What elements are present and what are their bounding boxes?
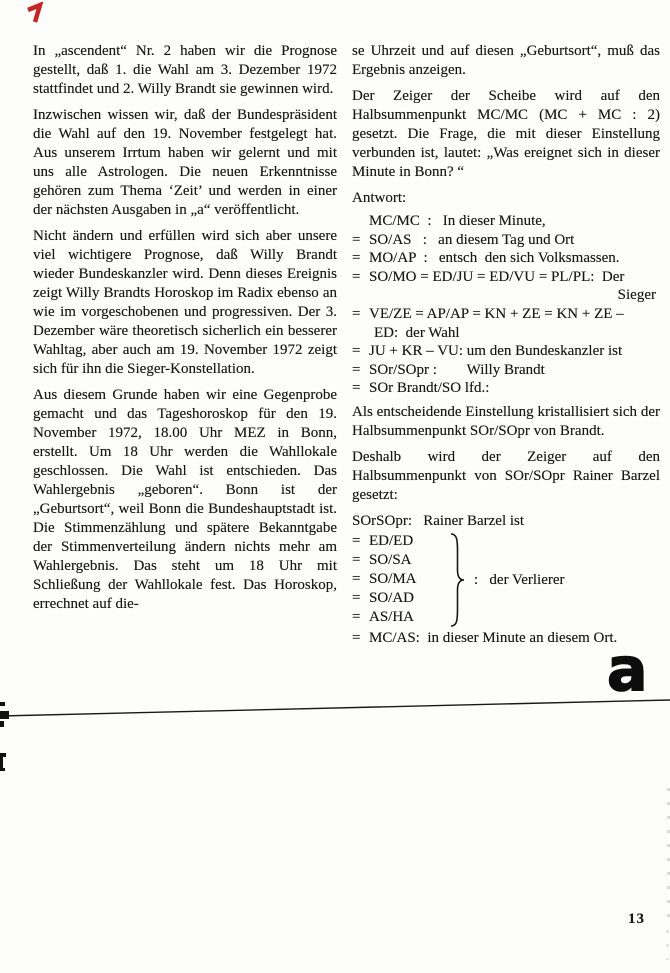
- formula-continuation: ED: der Wahl: [374, 324, 460, 341]
- formula-text: SOr Brandt/SO lfd.:: [369, 380, 490, 397]
- formula-row: [352, 231, 660, 250]
- formula-text: ED/ED: [369, 533, 414, 550]
- formula-text: MC/MC : In dieser Minute,: [369, 213, 546, 229]
- formula-text: SO/SA: [369, 552, 412, 569]
- equals-sign: =: [352, 552, 361, 569]
- edge-mark-icon: [0, 698, 12, 778]
- formula-row: [352, 305, 660, 342]
- formula-row: [352, 589, 448, 608]
- equals-sign: =: [352, 380, 361, 397]
- formula-line: [352, 305, 660, 324]
- formula-row: [352, 532, 448, 551]
- equals-sign: =: [352, 630, 361, 647]
- equals-sign: =: [352, 590, 361, 607]
- equals-sign: [352, 212, 369, 231]
- formula-line: [352, 268, 660, 287]
- formula-text: SO/MA: [369, 571, 417, 588]
- paragraph: Deshalb wird der Zeiger auf den Halbsummenpunkt von SOr/SOpr Rainer Barzel gesetzt:: [352, 448, 660, 503]
- barzel-result: : der Verlierer: [474, 571, 565, 588]
- page-divider-line: [0, 694, 670, 724]
- paragraph: In „ascendent“ Nr. 2 haben wir die Prognose gestellt, daß 1. die Wahl am 3. Dezember 1972 stattfindet und 2. Willy Brandt sie gewinnen wird.: [33, 43, 337, 97]
- page-number: 13: [628, 911, 645, 927]
- equals-sign: =: [352, 305, 361, 322]
- formula-text: MC/AS: in dieser Minute an diesem Ort.: [369, 630, 618, 647]
- red-corner-mark-icon: [26, 2, 46, 24]
- equals-sign: =: [352, 268, 361, 285]
- right-column: [352, 42, 660, 648]
- formula-text: VE/ZE = AP/AP = KN + ZE = KN + ZE –: [369, 305, 624, 322]
- equals-sign: =: [352, 250, 361, 267]
- answer-list: [352, 212, 660, 398]
- paragraph: se Uhrzeit und auf diesen „Geburtsort“, muß das Ergebnis anzeigen.: [352, 43, 660, 78]
- paragraph: Inzwischen wissen wir, daß der Bundespräsident die Wahl auf den 19. November festgelegt hat. Aus unserem Irrtum haben wir gelernt und mit uns alle Astrologen. Die neuen Erkenntnisse gehören zum Thema ‘Zeit’ und werden in einer der nächsten Ausgaben in „a“ veröffentlicht.: [33, 107, 337, 218]
- paragraph: Nicht ändern und erfüllen wird sich aber unsere viel wichtigere Prognose, daß Willy Brandt wieder Bundeskanzler wird. Denn dieses Ereignis zeigt Willy Brandts Horoskop im Radix ebenso an wie im vorgeschobenen und progressiven. Der 3. Dezember wäre theoretisch sicherlich ein besserer Wahltag, aber auch am 19. November 1972 zeigt sich für ihn die Sieger-Konstellation.: [33, 228, 337, 377]
- formula-row: [352, 379, 660, 398]
- formula-text: SO/MO = ED/JU = ED/VU = PL/PL: Der: [369, 268, 625, 285]
- formula-row: [352, 249, 660, 268]
- formula-text: SOr/SOpr : Willy Brandt: [369, 361, 545, 378]
- equals-sign: =: [352, 609, 361, 626]
- formula-continuation: Sieger: [617, 287, 656, 304]
- formula-text: MO/AP : entsch den sich Volksmassen.: [369, 250, 620, 267]
- paragraph: Der Zeiger der Scheibe wird auf den Halbsummenpunkt MC/MC (MC + MC : 2) gesetzt. Die Frage, die mit dieser Einstellung verbunden ist, lautet: „Was ereignet sich in dieser Minute in Bonn? “: [352, 88, 660, 180]
- formula-row: [352, 361, 660, 380]
- equals-sign: =: [352, 533, 361, 550]
- formula-text: SO/AS : an diesem Tag und Ort: [369, 231, 575, 248]
- equals-sign: =: [352, 361, 361, 378]
- barzel-rows: [352, 532, 448, 628]
- equals-sign: =: [352, 571, 361, 588]
- paragraph: Aus diesem Grunde haben wir eine Gegenprobe gemacht und das Tageshoroskop für den 19. November 1972, 18.00 Uhr MEZ in Bonn, erstellt. Um 18 Uhr werden die Wahllokale geschlossen. Die Wahl ist entschieden. Das Wahlergebnis „geboren“. Bonn ist der „Geburtsort“, weil Bonn die Bundeshauptstadt ist. Die Stimmenzählung und spätere Bekanntgabe der Stimmenverteilung ändern nichts mehr am Wahlergebnis. Das steht um 18 Uhr mit Schließung der Wahllokale fest. Das Horoskop, errechnet auf die-: [33, 387, 337, 612]
- formula-row: [352, 551, 448, 570]
- formula-text: AS/HA: [369, 609, 415, 626]
- formula-row: [352, 268, 660, 305]
- barzel-brace-group: [352, 532, 660, 628]
- left-column: [33, 42, 337, 614]
- formula-text: SO/AD: [369, 590, 415, 607]
- equals-sign: =: [352, 231, 361, 248]
- scan-artifact: [666, 930, 669, 960]
- a-logo: a: [607, 635, 646, 705]
- formula-row: [352, 342, 660, 361]
- curly-brace-icon: [448, 532, 468, 628]
- answer-label: Antwort:: [352, 190, 407, 206]
- formula-row: [352, 608, 448, 627]
- barzel-header: SOrSOpr: Rainer Barzel ist: [352, 512, 525, 529]
- paragraph: Als entscheidende Einstellung kristallisiert sich der Halbsummenpunkt SOr/SOpr von Brandt.: [352, 403, 660, 439]
- equals-sign: =: [352, 343, 361, 360]
- formula-row: [352, 570, 448, 589]
- formula-text: JU + KR – VU: um den Bundeskanzler ist: [369, 343, 623, 360]
- formula-row: [352, 212, 660, 231]
